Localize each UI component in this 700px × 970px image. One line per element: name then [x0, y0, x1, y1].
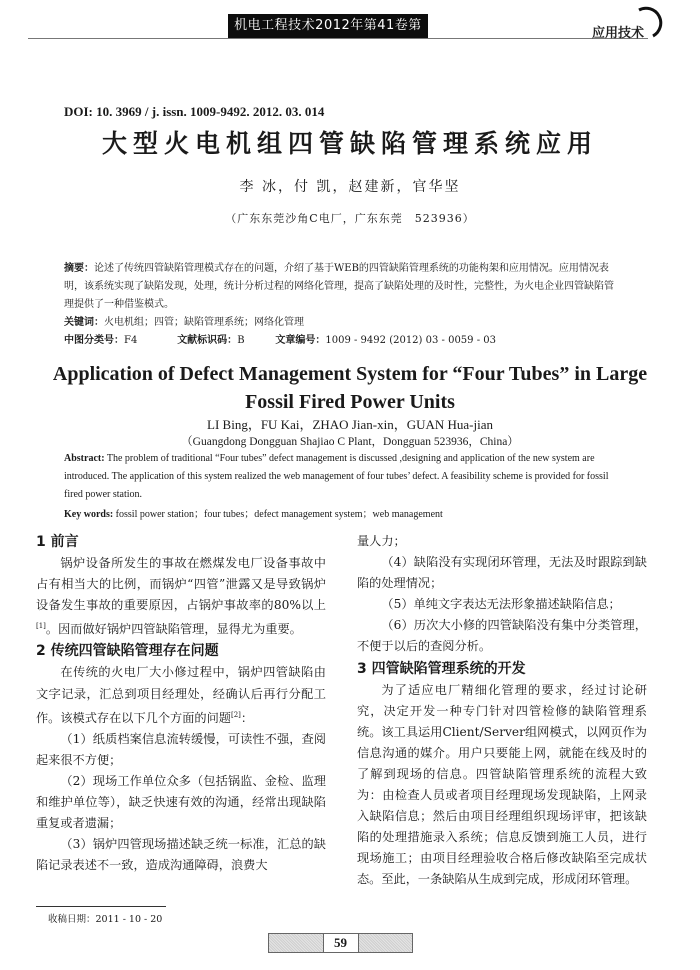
- list-item: （1）纸质档案信息流转缓慢，可读性不强，查阅起来很不方便；: [36, 731, 326, 767]
- doc-code-value: B: [237, 335, 245, 346]
- english-title-line1: Application of Defect Management System for “Four Tubes” in Large: [52, 363, 648, 385]
- chinese-affiliation: （广东东莞沙角C电厂，广东东莞 523936）: [225, 212, 475, 225]
- page-number: 59: [323, 934, 359, 952]
- body-column-right: [357, 531, 647, 891]
- section-1-heading: 1 前言: [36, 534, 79, 550]
- paragraph-text: 。因而做好锅炉四管缺陷管理，显得尤为重要。: [45, 622, 302, 637]
- english-keywords-text: fossil power station；four tubes；defect management system；web management: [113, 509, 443, 520]
- chinese-authors: 李 冰，付 凯，赵建新，官华坚: [239, 179, 461, 195]
- english-abstract: [64, 450, 620, 504]
- article-no-value: 1009 - 9492 (2012) 03 - 0059 - 03: [325, 335, 496, 346]
- english-abstract-text: The problem of traditional “Four tubes” defect management is discussed ,designing and application of the new system are introduced. The application of this system realized the web management of four tubes’ defect. A feasibility scheme is provided for fossil fired power station.: [64, 453, 609, 500]
- journal-issue-banner: 机电工程技术2012年第41卷第03期: [228, 14, 428, 38]
- footnote-rule: [36, 906, 166, 907]
- clc-item: [64, 331, 174, 346]
- clc-label: 中图分类号：: [64, 335, 124, 346]
- chinese-keywords: [64, 313, 304, 328]
- paragraph: 为了适应电厂精细化管理的要求，经过讨论研究，决定开发一种专门针对四管检修的缺陷管理系统。该工具运用Client/Server组网模式，以网页作为信息沟通的媒介。用户只要能上网，就能在线及时的了解到现场的信息。四管缺陷管理系统的流程大致为：由检查人员或者项目经理现场发现缺陷，上网录入缺陷信息；然后由项目经理组织现场评审，把该缺陷的处理措施录入系统；信息反馈到施工人员，进行现场施工；由项目经理验收合格后修改缺陷至完成状态。至此，一条缺陷从生成到完成，形成闭环管理。: [357, 682, 647, 887]
- english-keywords-label: Key words:: [64, 509, 114, 520]
- body-column-left: [36, 531, 326, 876]
- paragraph: [36, 662, 326, 728]
- abstract-label: 摘要：: [64, 263, 94, 274]
- page-box-shade-left: [269, 934, 323, 952]
- article-no-item: [275, 331, 496, 346]
- abstract-text: 论述了传统四管缺陷管理模式存在的问题，介绍了基于WEB的四管缺陷管理系统的功能构架和应用情况。应用情况表明，该系统实现了缺陷发现，处理，统计分析过程的网络化管理，提高了缺陷处理的及时性，完整性，为火电企业四管缺陷管理提供了一种借鉴模式。: [64, 263, 614, 310]
- article-no-label: 文章编号：: [275, 335, 326, 346]
- list-item: （6）历次大小修的四管缺陷没有集中分类管理，不便于以后的查阅分析。: [357, 618, 647, 654]
- page-box-shade-right: [359, 934, 413, 952]
- english-abstract-label: Abstract:: [64, 453, 105, 464]
- section-2-heading: 2 传统四管缺陷管理存在问题: [36, 643, 219, 660]
- paragraph-text: 在传统的火电厂大小修过程中，锅炉四管缺陷由文字记录，汇总到项目经理处，经确认后再行分配工作。该模式存在以下几个方面的问题: [36, 665, 326, 725]
- list-item: （2）现场工作单位众多（包括锅监、金检、监理和维护单位等），缺乏快速有效的沟通，经常出现缺陷重复或者遗漏；: [36, 773, 326, 831]
- english-keywords: [64, 505, 443, 520]
- list-item: （5）单纯文字表达无法形象描述缺陷信息；: [381, 597, 621, 612]
- english-affiliation: （Guangdong Dongguan Shajiao C Plant，Dongguan 523936，China）: [181, 436, 519, 448]
- keywords-label: 关键词：: [64, 317, 104, 328]
- classification-line: [64, 331, 624, 346]
- paragraph-text: ：: [240, 710, 254, 725]
- section-arc-icon: [633, 6, 665, 38]
- page-number-box: [268, 933, 413, 953]
- received-date-footnote: 收稿日期：2011 - 10 - 20: [48, 914, 163, 925]
- doc-code-item: [177, 331, 272, 346]
- chinese-abstract: [64, 260, 620, 314]
- paragraph-text: 锅炉设备所发生的事故在燃煤发电厂设备事故中占有相当大的比例，而锅炉“四管”泄露又是导致锅炉设备发生事故的重要原因，占锅炉事故率的80%以上: [36, 556, 326, 613]
- clc-value: F4: [124, 335, 138, 346]
- section-3-heading: 3 四管缺陷管理系统的开发: [357, 660, 526, 677]
- list-item: （3）锅炉四管现场描述缺乏统一标准，汇总的缺陷记录表述不一致，造成沟通障碍，浪费大: [36, 837, 326, 873]
- doi: DOI: 10. 3969 / j. issn. 1009-9492. 2012. 03. 014: [64, 104, 325, 119]
- section-tag: 应用技术: [592, 26, 645, 41]
- keywords-text: 火电机组；四管；缺陷管理系统；网络化管理: [104, 317, 304, 328]
- citation-ref: [2]: [231, 710, 241, 719]
- english-title: [0, 360, 700, 416]
- list-item: （4）缺陷没有实现闭环管理，无法及时跟踪到缺陷的处理情况；: [357, 555, 647, 591]
- paragraph: [36, 553, 326, 640]
- chinese-title: 大型火电机组四管缺陷管理系统应用: [101, 129, 598, 158]
- english-authors: LI Bing，FU Kai，ZHAO Jian-xin，GUAN Hua-jian: [207, 417, 493, 432]
- list-item-continued: 量人力；: [357, 534, 406, 548]
- citation-ref: [1]: [36, 622, 46, 631]
- english-title-line2: Fossil Fired Power Units: [245, 391, 455, 413]
- doc-code-label: 文献标识码：: [177, 335, 238, 346]
